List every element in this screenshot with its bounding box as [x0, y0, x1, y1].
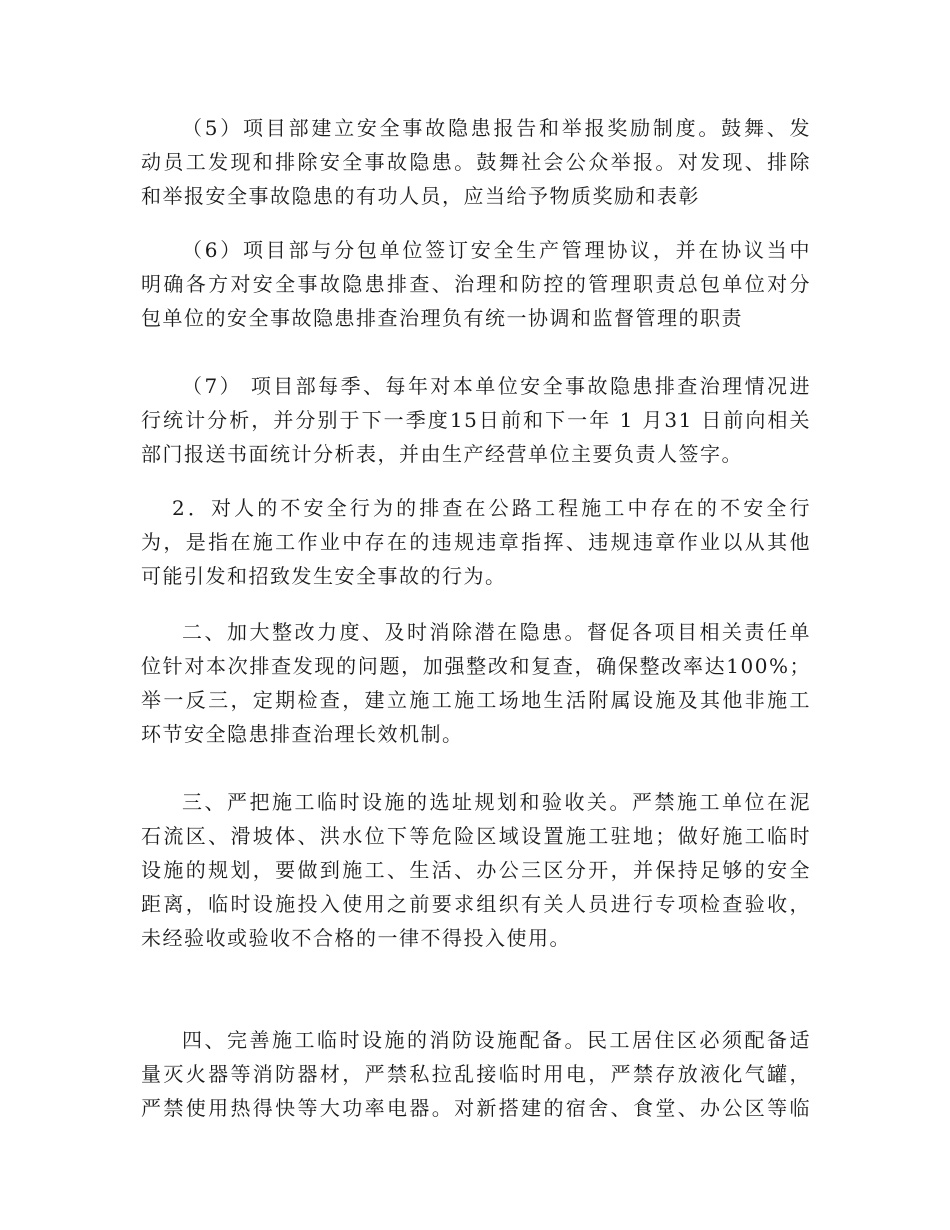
paragraph-line: 位针对本次排查发现的问题，加强整改和复查，确保整改率达100%； — [141, 654, 811, 678]
paragraph-line: 未经验收或验收不合格的一律不得投入使用。 — [141, 926, 571, 950]
paragraph-line: 石流区、滑坡体、洪水位下等危险区域设置施工驻地；做好施工临时 — [141, 824, 811, 848]
paragraph-line: （7） 项目部每季、每年对本单位安全事故隐患排查治理情况进 — [182, 374, 811, 398]
paragraph-line: （6）项目部与分包单位签订安全生产管理协议，并在协议当中 — [182, 238, 811, 262]
paragraph-line: 部门报送书面统计分析表，并由生产经营单位主要负责人签字。 — [141, 442, 743, 466]
paragraph-line: 包单位的安全事故隐患排查治理负有统一协调和监督管理的职责 — [141, 306, 743, 330]
paragraph-item-2 — [141, 491, 811, 593]
paragraph-line: 四、完善施工临时设施的消防设施配备。民工居住区必须配备适 — [182, 1028, 811, 1052]
paragraph-line: 严禁使用热得快等大功率电器。对新搭建的宿舍、食堂、办公区等临 — [141, 1096, 811, 1120]
paragraph-line: （5）项目部建立安全事故隐患报告和举报奖励制度。鼓舞、发 — [182, 116, 811, 140]
paragraph-line: 行统计分析，并分别于下一季度15日前和下一年 1 月31 日前向相关 — [141, 408, 811, 432]
paragraph-line: 动员工发现和排除安全事故隐患。鼓舞社会公众举报。对发现、排除 — [141, 150, 811, 174]
paragraph-line: 环节安全隐患排查治理长效机制。 — [141, 722, 464, 746]
paragraph-section-2 — [141, 615, 811, 751]
paragraph-line: 2．对人的不安全行为的排查在公路工程施工中存在的不安全行 — [172, 496, 811, 520]
paragraph-item-6 — [141, 233, 811, 335]
paragraph-line: 可能引发和招致发生安全事故的行为。 — [141, 564, 507, 588]
paragraph-line: 设施的规划，要做到施工、生活、办公三区分开，并保持足够的安全 — [141, 858, 811, 882]
paragraph-line: 三、严把施工临时设施的选址规划和验收关。严禁施工单位在泥 — [182, 790, 811, 814]
paragraph-line: 举一反三，定期检查，建立施工施工场地生活附属设施及其他非施工 — [141, 688, 811, 712]
paragraph-section-3 — [141, 785, 811, 955]
paragraph-line: 明确各方对安全事故隐患排查、治理和防控的管理职责总包单位对分 — [141, 272, 811, 296]
paragraph-line: 距离，临时设施投入使用之前要求组织有关人员进行专项检查验收， — [141, 892, 811, 916]
paragraph-line: 为，是指在施工作业中存在的违规违章指挥、违规违章作业以从其他 — [141, 530, 811, 554]
paragraph-line: 量灭火器等消防器材，严禁私拉乱接临时用电，严禁存放液化气罐， — [141, 1062, 811, 1086]
paragraph-item-7 — [141, 369, 811, 471]
paragraph-line: 和举报安全事故隐患的有功人员，应当给予物质奖励和表彰 — [141, 184, 700, 208]
paragraph-section-4 — [141, 1023, 811, 1125]
paragraph-item-5 — [141, 111, 811, 213]
paragraph-line: 二、加大整改力度、及时消除潜在隐患。督促各项目相关责任单 — [182, 620, 811, 644]
